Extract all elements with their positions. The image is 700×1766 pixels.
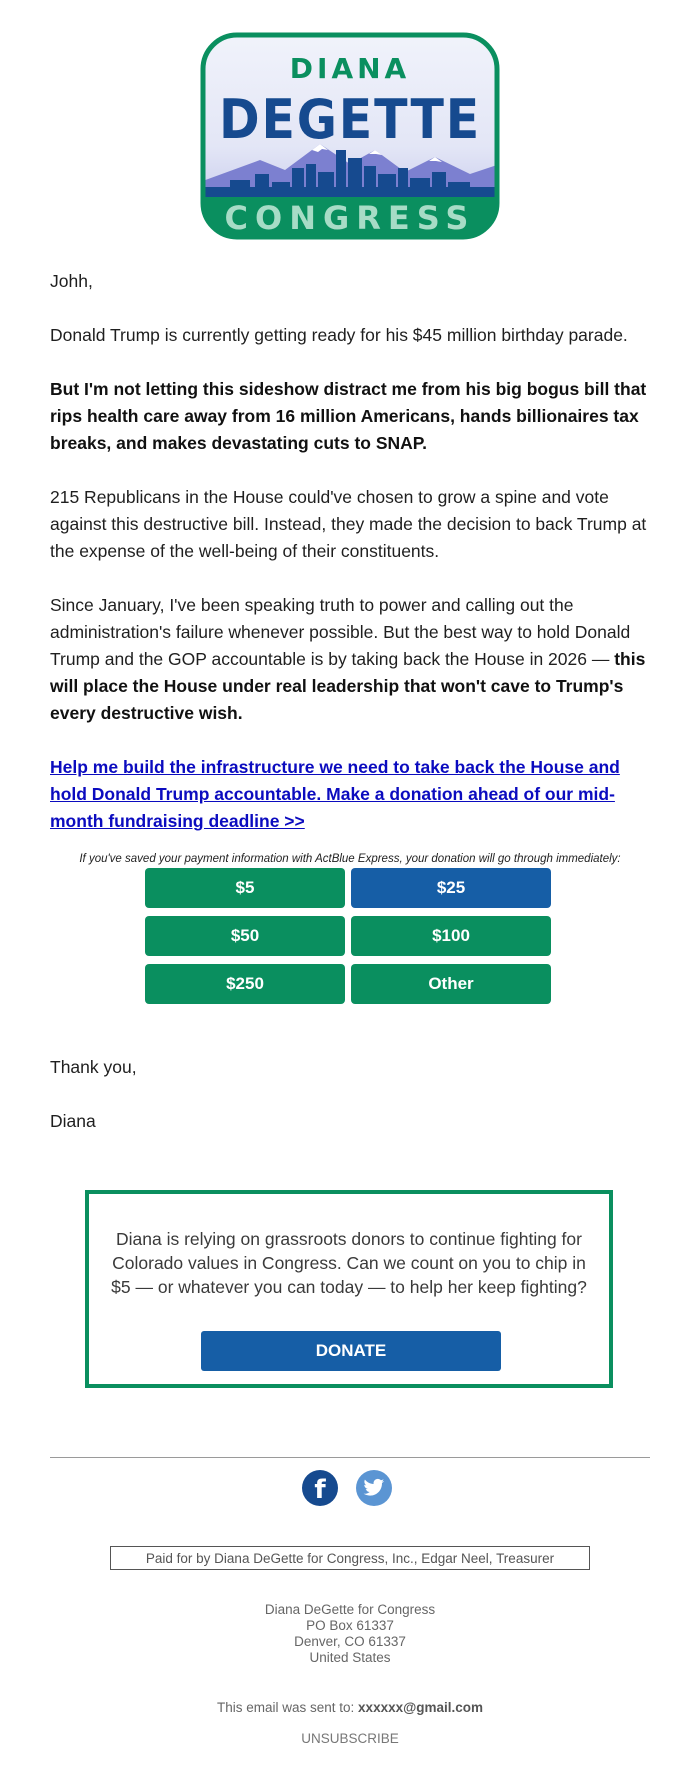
signoff: Thank you,: [50, 1057, 137, 1077]
paragraph-2-bold: But I'm not letting this sideshow distract me from his big bogus bill that rips health care away from 16 million Americans, hands billionaires tax breaks, and makes devastating cuts to SNAP.: [50, 379, 647, 453]
paragraph-1: Donald Trump is currently getting ready for his $45 million birthday parade.: [50, 325, 628, 345]
sent-to-line: [50, 1700, 650, 1715]
donate-100-button[interactable]: $100: [351, 916, 551, 956]
signature: Diana: [50, 1111, 96, 1131]
donate-other-button[interactable]: Other: [351, 964, 551, 1004]
facebook-glyph: f: [314, 1474, 326, 1505]
donate-25-button[interactable]: $25: [351, 868, 551, 908]
appeal-text: Diana is relying on grassroots donors to continue fighting for Colorado values in Congress. Can we count on you to chip in $5 — or whatever you can today — to help her keep fighting?: [111, 1229, 587, 1297]
logo-office: CONGRESS: [224, 199, 476, 237]
donate-button[interactable]: DONATE: [201, 1331, 501, 1371]
actblue-express-note: If you've saved your payment information with ActBlue Express, your donation will go through immediately:: [79, 853, 621, 865]
logo-last-name: DEGETTE: [219, 88, 481, 151]
paragraph-3: 215 Republicans in the House could've chosen to grow a spine and vote against this destructive bill. Instead, they made the decision to back Trump at the expense of the well-being of their constituents.: [50, 487, 647, 561]
donate-250-button[interactable]: $250: [145, 964, 345, 1004]
paragraph-4: [50, 592, 650, 727]
city: Denver, CO 61337: [294, 1634, 406, 1649]
logo-first-name: DIANA: [289, 52, 411, 85]
po-box: PO Box 61337: [306, 1618, 394, 1633]
sent-to-label: This email was sent to:: [216, 1700, 355, 1715]
greeting: Johh,: [50, 271, 93, 291]
country: United States: [309, 1650, 391, 1665]
twitter-icon[interactable]: [356, 1470, 392, 1506]
sent-to-email: xxxxxx@gmail.com: [358, 1700, 484, 1715]
appeal-box: [85, 1190, 613, 1388]
paragraph-4-text: Since January, I've been speaking truth to power and calling out the administration's failure whenever possible. But the best way to hold Donald Trump and the GOP accountable is by taking back the House in 2026 —: [50, 595, 631, 669]
twitter-bird-icon: [363, 1478, 385, 1498]
unsubscribe-link[interactable]: UNSUBSCRIBE: [301, 1731, 399, 1746]
footer-divider: [50, 1457, 650, 1458]
donate-5-button[interactable]: $5: [145, 868, 345, 908]
campaign-logo: [200, 32, 500, 240]
donation-cta-link[interactable]: Help me build the infrastructure we need to take back the House and hold Donald Trump accountable. Make a donation ahead of our mid-month fundraising deadline >>: [50, 757, 620, 831]
facebook-icon[interactable]: [302, 1470, 338, 1506]
org-name: Diana DeGette for Congress: [264, 1602, 436, 1617]
paragraph-4-bold: this will place the House under real leadership that won't cave to Trump's every destructive wish.: [50, 649, 646, 723]
paid-for-disclaimer: Paid for by Diana DeGette for Congress, Inc., Edgar Neel, Treasurer: [110, 1546, 590, 1570]
donate-50-button[interactable]: $50: [145, 916, 345, 956]
